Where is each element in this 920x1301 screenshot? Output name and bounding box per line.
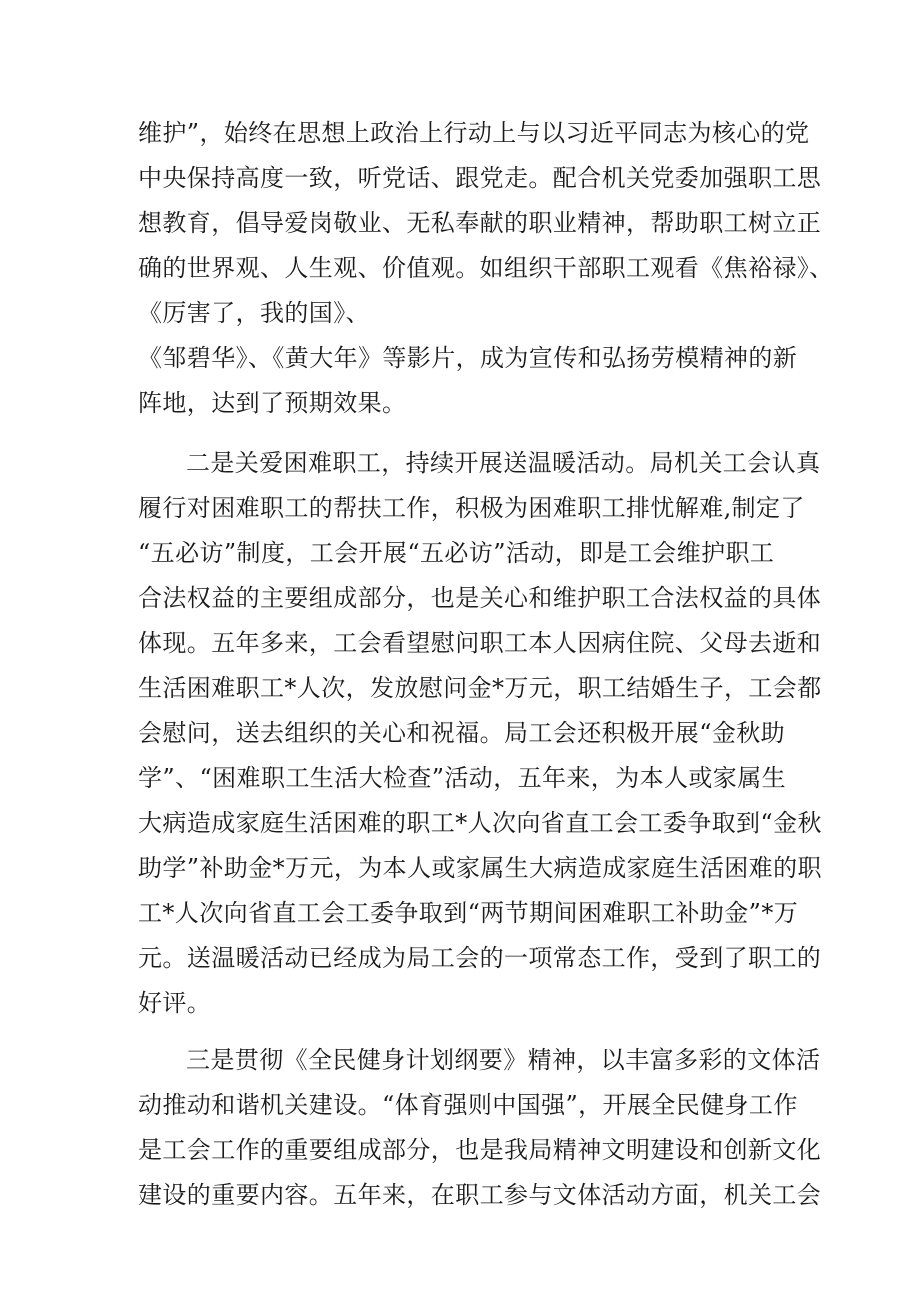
- paragraph-2-line-13: 好评。: [138, 989, 212, 1017]
- paragraph-2-line-3: “五必访”制度，工会开展“五必访”活动，即是工会维护职工: [138, 539, 775, 567]
- paragraph-3-line-3: 是工会工作的重要组成部分，也是我局精神文明建设和创新文化: [138, 1136, 822, 1164]
- paragraph-1-line-5: 《厉害了，我的国》、: [138, 299, 370, 327]
- paragraph-1-line-3: 想教育，倡导爱岗敬业、无私奉献的职业精神，帮助职工树立正: [138, 209, 822, 237]
- paragraph-3-line-2: 动推动和谐机关建设。“体育强则中国强”，开展全民健身工作: [138, 1091, 798, 1119]
- paragraph-1-line-7: 阵地，达到了预期效果。: [138, 389, 407, 417]
- paragraph-2-line-5: 体现。五年多来，工会看望慰问职工本人因病住院、父母去逝和: [138, 629, 822, 657]
- paragraph-3-line-1: 三是贯彻《全民健身计划纲要》精神，以丰富多彩的文体活: [186, 1046, 821, 1074]
- paragraph-1-line-4: 确的世界观、人生观、价值观。如组织干部职工观看《焦裕禄》、: [138, 254, 834, 282]
- paragraph-2-line-9: 大病造成家庭生活困难的职工*人次向省直工会工委争取到“金秋: [138, 809, 822, 837]
- paragraph-2-line-6: 生活困难职工*人次，发放慰问金*万元，职工结婚生子，工会都: [138, 674, 822, 702]
- paragraph-2-line-4: 合法权益的主要组成部分，也是关心和维护职工合法权益的具体: [138, 584, 822, 612]
- paragraph-2-line-11: 工*人次向省直工会工委争取到“两节期间困难职工补助金”*万: [138, 899, 799, 927]
- paragraph-2-line-10: 助学”补助金*万元，为本人或家属生大病造成家庭生活困难的职: [138, 854, 822, 882]
- paragraph-2-line-2: 履行对困难职工的帮扶工作，积极为困难职工排忧解难,制定了: [138, 494, 805, 522]
- paragraph-2-line-8: 学”、“困难职工生活大检查”活动，五年来，为本人或家属生: [138, 764, 787, 792]
- paragraph-3-line-4: 建设的重要内容。五年来，在职工参与文体活动方面，机关工会: [138, 1181, 822, 1209]
- paragraph-1-line-6: 《邹碧华》、《黄大年》等影片，成为宣传和弘扬劳模精神的新: [138, 344, 798, 372]
- paragraph-2-line-1: 二是关爱困难职工，持续开展送温暖活动。局机关工会认真: [186, 449, 821, 477]
- paragraph-1-line-1: 维护”，始终在思想上政治上行动上与以习近平同志为核心的党: [138, 119, 810, 147]
- paragraph-1-line-2: 中央保持高度一致，听党话、跟党走。配合机关党委加强职工思: [138, 164, 822, 192]
- paragraph-2-line-7: 会慰问，送去组织的关心和祝福。局工会还积极开展“金秋助: [138, 719, 786, 747]
- paragraph-2-line-12: 元。送温暖活动已经成为局工会的一项常态工作，受到了职工的: [138, 944, 822, 972]
